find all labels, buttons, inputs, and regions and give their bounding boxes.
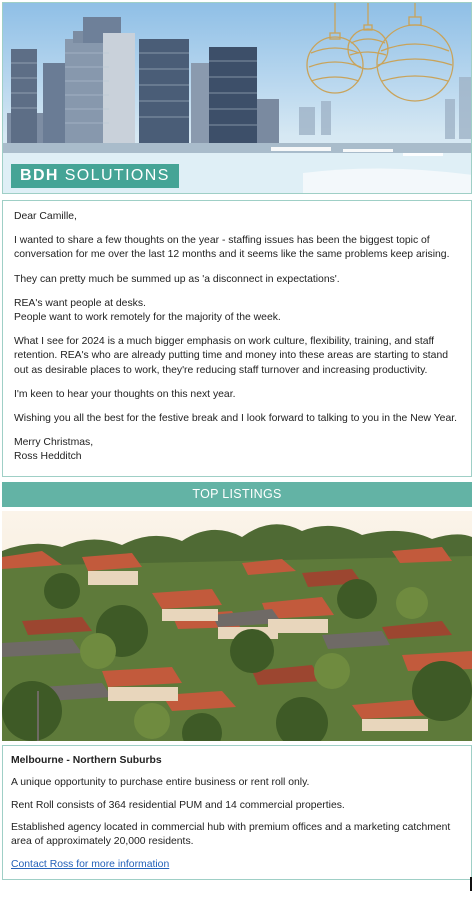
paragraph-2: They can pretty much be summed up as 'a disconnect in expectations'. [14,273,340,285]
listing-line-3: Established agency located in commercial hub with premium offices and a marketing catchment area of approximately 20,000 residents. [11,822,451,848]
brand-logo-text: SOLUTIONS [64,167,170,184]
email-body [2,2,472,880]
signature: Ross Hedditch [14,451,82,463]
brand-logo-bold: BDH [20,167,59,184]
sign-off [14,436,463,464]
closing: Merry Christmas, [14,437,94,449]
suburb-houses-image [2,511,472,741]
paragraph-5: I'm keen to hear your thoughts on this next year. [14,388,236,400]
suburb-photo [2,511,472,741]
paragraph-6: Wishing you all the best for the festive break and I look forward to talking to you in the New Year. [14,413,458,425]
listing-line-1: A unique opportunity to purchase entire business or rent roll only. [11,777,310,789]
text-cursor [470,877,472,891]
letter-body [2,200,472,477]
paragraph-3 [14,297,463,325]
header-banner [2,2,472,194]
listing-line-2: Rent Roll consists of 364 residential PUM and 14 commercial properties. [11,799,345,811]
brand-logo [11,164,179,188]
paragraph-4: What I see for 2024 is a much bigger emphasis on work culture, flexibility, training, and staff retention. REA's who are already putting time and money into these areas are starting to stand out as desirable places to work, they're reducing staff turnover and increasing productivity. [14,336,449,376]
paragraph-3-line-1: REA's want people at desks. [14,297,146,309]
listing-card [2,745,472,881]
paragraph-1: I wanted to share a few thoughts on the year - staffing issues has been the biggest topic of conversation for me over the last 12 months and it seems like the same problems keep arising. [14,235,450,261]
contact-ross-link[interactable]: Contact Ross for more information [11,858,170,870]
paragraph-3-line-2: People want to work remotely for the majority of the week. [14,312,281,324]
greeting: Dear Camille, [14,211,77,222]
top-listings-header: TOP LISTINGS [2,482,472,507]
listing-title: Melbourne - Northern Suburbs [11,754,162,766]
